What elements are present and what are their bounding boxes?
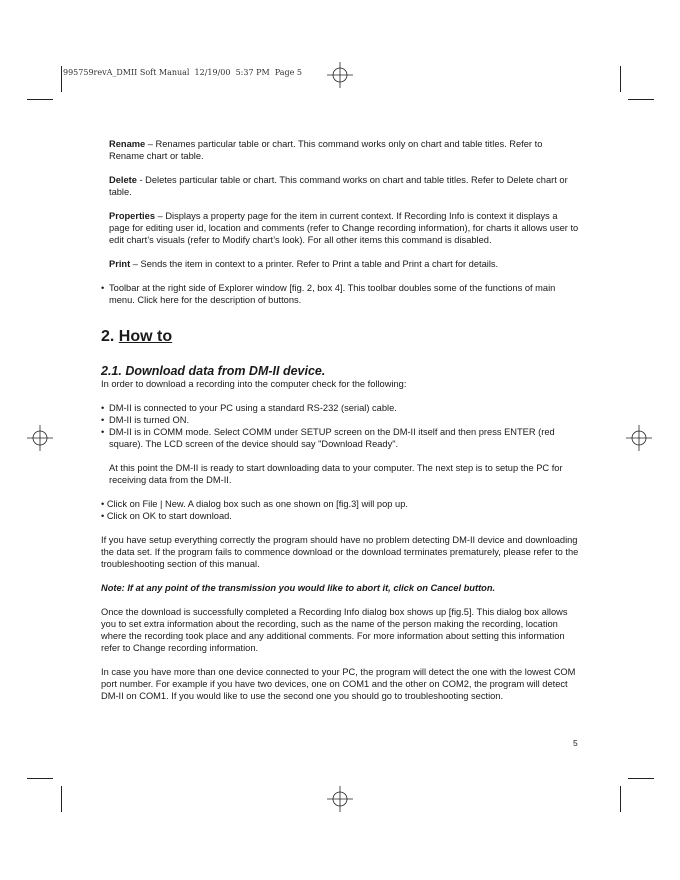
crop-mark-bottom-left-v — [61, 786, 62, 812]
term-print: Print — [109, 259, 131, 269]
subsection-heading: 2.1. Download data from DM-II device. — [101, 364, 326, 378]
step-item: • Click on File | New. A dialog box such as one shown on [fig.3] will pop up. — [101, 499, 408, 509]
menu-item-properties — [101, 210, 579, 246]
registration-mark-bottom-icon — [327, 786, 353, 812]
page-number: 5 — [573, 738, 578, 748]
page-body — [101, 138, 579, 714]
toolbar-bullet: • Toolbar at the right side of Explorer window [fig. 2, box 4]. This toolbar doubles some of the functions of main menu. Click here for the description of buttons. — [101, 282, 579, 306]
step-item: • Click on OK to start download. — [101, 511, 232, 521]
desc-rename: – Renames particular table or chart. This command works only on chart and table titles. Refer to Rename chart or table. — [109, 139, 543, 161]
checklist — [101, 402, 579, 450]
section-heading — [101, 328, 579, 346]
desc-print: – Sends the item in context to a printer. Refer to Print a table and Print a chart for details. — [130, 259, 499, 269]
registration-mark-right-icon — [626, 425, 652, 451]
checklist-item: • DM-II is in COMM mode. Select COMM under SETUP screen on the DM-II itself and then press ENTER (red square). The LCD screen of the device should say "Download Ready". — [101, 426, 579, 450]
completed-paragraph: Once the download is successfully completed a Recording Info dialog box shows up [fig.5]. This dialog box allows you to set extra information about the recording, such as the name of the person making the recording, location where the recording took place and any additional comments. For more information about setting this information refer to Change recording information. — [101, 607, 568, 653]
registration-mark-left-icon — [27, 425, 53, 451]
ready-paragraph: At this point the DM-II is ready to start downloading data to your computer. The next step is to setup the PC for receiving data from the DM-II. — [109, 463, 563, 485]
multi-device-paragraph: In case you have more than one device connected to your PC, the program will detect the one with the lowest COM port number. For example if you have two devices, one on COM1 and the other on COM2, the program will detect DM-II on COM1. If you would like to use the second one you should go to troubleshooting section. — [101, 667, 576, 701]
crop-mark-bottom-right-v — [620, 786, 621, 812]
setup-paragraph: If you have setup everything correctly the program should have no problem detecting DM-II device and downloading the data set. If the program fails to commence download or the download terminates prematurely, please refer to the troubleshooting section of this manual. — [101, 535, 579, 569]
crop-mark-bottom-right-h — [628, 778, 654, 779]
section-number: 2. — [101, 328, 115, 345]
steps-list — [101, 498, 579, 522]
crop-mark-bottom-left-h — [27, 778, 53, 779]
toolbar-bullet-list — [101, 282, 579, 306]
registration-mark-top-icon — [327, 62, 353, 88]
subsection-intro: In order to download a recording into the computer check for the following: — [101, 379, 407, 389]
desc-delete: - Deletes particular table or chart. This command works on chart and table titles. Refer to Delete chart or table. — [109, 175, 568, 197]
checklist-item: • DM-II is connected to your PC using a standard RS-232 (serial) cable. — [101, 402, 579, 414]
menu-item-print — [101, 258, 579, 270]
checklist-item: • DM-II is turned ON. — [101, 414, 579, 426]
term-properties: Properties — [109, 211, 155, 221]
crop-mark-top-left-v — [61, 66, 62, 92]
menu-item-rename — [101, 138, 579, 162]
desc-properties: – Displays a property page for the item in current context. If Recording Info is context it displays a page for editing user id, location and comments (refer to Change recording information), for charts it allows user to edit chart’s visuals (refer to Modify chart’s look). For all other items this command is disabled. — [109, 211, 579, 245]
print-slug: 995759revA_DMII Soft Manual 12/19/00 5:37 PM Page 5 — [63, 68, 303, 77]
term-rename: Rename — [109, 139, 146, 149]
crop-mark-top-right-h — [628, 99, 654, 100]
note-paragraph: Note: If at any point of the transmission you would like to abort it, click on Cancel button. — [101, 583, 496, 593]
menu-item-delete — [101, 174, 579, 198]
crop-mark-top-right-v — [620, 66, 621, 92]
term-delete: Delete — [109, 175, 137, 185]
section-title: How to — [118, 328, 173, 345]
crop-mark-top-left-h — [27, 99, 53, 100]
